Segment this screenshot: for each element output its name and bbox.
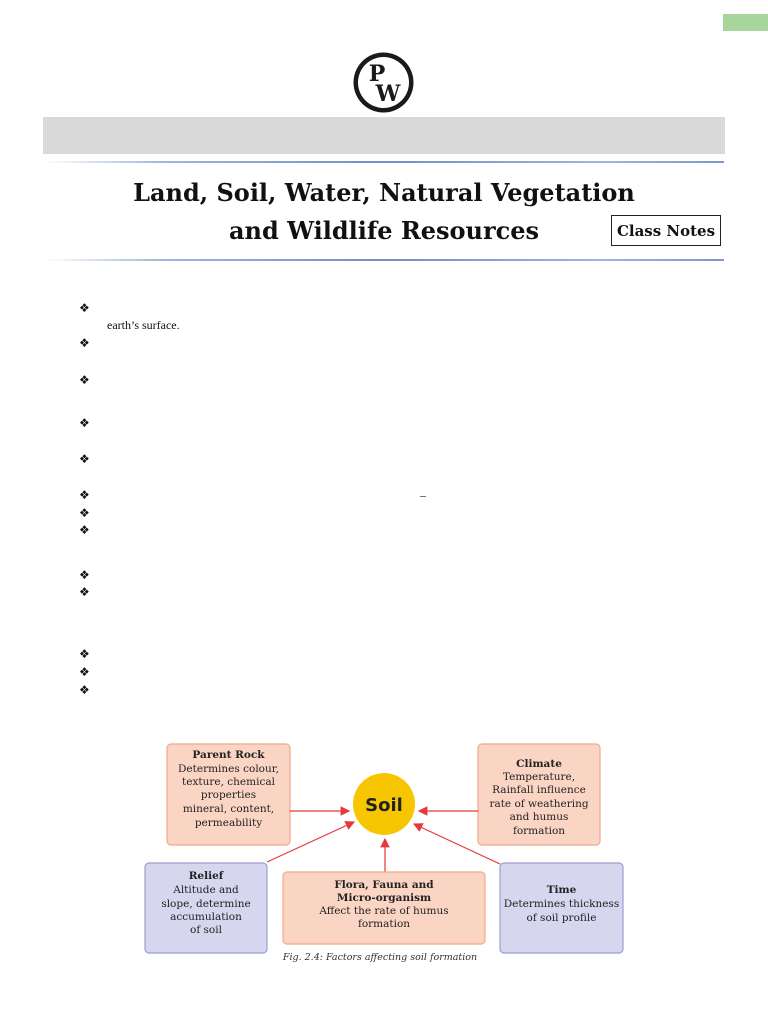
dash-mark: – [420, 488, 426, 502]
soil-factors-diagram [140, 738, 630, 970]
bullet-icon: ❖ [79, 683, 90, 697]
bullet-icon: ❖ [79, 301, 90, 315]
class-notes-badge: Class Notes [611, 215, 721, 246]
time-title: Time [546, 884, 577, 896]
parent-rock-line: permeability [194, 817, 263, 829]
parent-rock-line: Determines colour, [178, 763, 279, 775]
bullet-icon: ❖ [79, 336, 90, 350]
bullet-icon: ❖ [79, 452, 90, 466]
flora-line: Affect the rate of humus [319, 905, 449, 917]
climate-box [478, 744, 600, 845]
time-line: of soil profile [526, 912, 597, 924]
relief-title: Relief [188, 870, 224, 882]
bullet-icon: ❖ [79, 665, 90, 679]
climate-line: Rainfall influence [492, 784, 586, 796]
parent-rock-line: properties [200, 789, 257, 801]
bullet-icon: ❖ [79, 523, 90, 537]
header-rule-top [43, 161, 724, 163]
flora-fauna-box [283, 872, 485, 944]
bullet-icon: ❖ [79, 647, 90, 661]
bullet-icon: ❖ [79, 568, 90, 582]
climate-line: and humus [509, 811, 569, 823]
bullet-icon: ❖ [79, 506, 90, 520]
parent-rock-title: Parent Rock [192, 749, 265, 761]
parent-rock-line: texture, chemical [182, 776, 275, 788]
relief-line: of soil [190, 924, 222, 936]
parent-rock-box [167, 744, 290, 845]
flora-line: formation [357, 918, 411, 930]
header-rule-bottom [43, 259, 724, 261]
flora-title: Flora, Fauna and [334, 879, 434, 891]
climate-line: rate of weathering [489, 798, 589, 810]
title-line-1: Land, Soil, Water, Natural Vegetation [133, 178, 635, 207]
relief-line: accumulation [170, 911, 242, 923]
time-line: Determines thickness [503, 898, 620, 910]
body-text-line: earth’s surface. [107, 318, 180, 332]
flora-title-2: Micro-organism [336, 892, 432, 904]
bullet-icon: ❖ [79, 416, 90, 430]
relief-box [145, 863, 267, 953]
pw-logo [353, 52, 414, 113]
parent-rock-line: mineral, content, [182, 803, 275, 815]
climate-title: Climate [516, 758, 562, 770]
relief-line: Altitude and [173, 884, 239, 896]
figure-caption: Fig. 2.4: Factors affecting soil formation [282, 952, 478, 963]
soil-node [353, 773, 415, 835]
climate-line: formation [512, 825, 566, 837]
soil-label: Soil [365, 795, 403, 816]
climate-line: Temperature, [502, 771, 576, 783]
svg-text:W: W [375, 81, 401, 107]
bullet-icon: ❖ [79, 585, 90, 599]
bullet-icon: ❖ [79, 373, 90, 387]
time-box [500, 863, 623, 953]
svg-text:P: P [368, 61, 386, 87]
title-line-2: and Wildlife Resources [228, 216, 540, 245]
relief-line: slope, determine [161, 898, 251, 910]
bullet-icon: ❖ [79, 488, 90, 502]
page-tab-marker [723, 14, 768, 31]
header-band [43, 117, 725, 154]
